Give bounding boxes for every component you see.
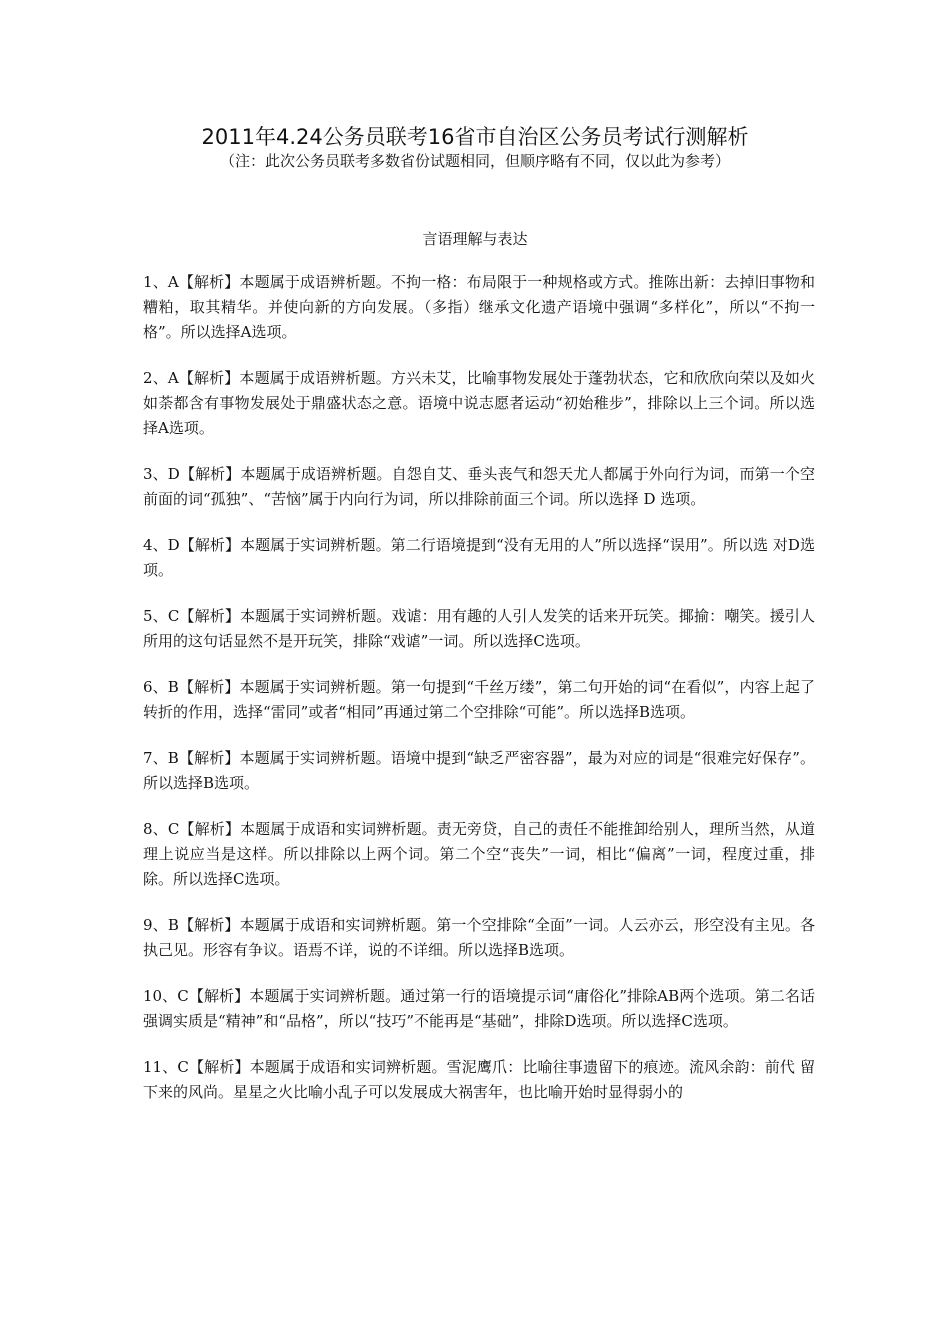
answer-item-4: 4、D【解析】本题属于实词辨析题。第二行语境提到“没有无用的人”所以选择“误用”。所以选 对D选项。 <box>143 536 815 579</box>
answer-item-6: 6、B【解析】本题属于实词辨析题。第一句提到“千丝万缕”，第二句开始的词“在看似”，内容上起了转折的作用，选择“雷同”或者“相同”再通过第二个空排除“可能”。所以选择B选项。 <box>143 678 815 721</box>
document-subtitle: （注：此次公务员联考多数省份试题相同，但顺序略有不同，仅以此为参考） <box>219 152 730 170</box>
section-title: 言语理解与表达 <box>422 230 528 248</box>
answer-item-8: 8、C【解析】本题属于成语和实词辨析题。责无旁贷，自己的责任不能推卸给别人，理所当然，从道理上说应当是这样。所以排除以上两个词。第二个空“丧失”一词，相比“偏离”一词，程度过重，排除。所以选择C选项。 <box>143 820 815 888</box>
answer-item-11: 11、C【解析】本题属于成语和实词辨析题。雪泥鹰爪：比喻往事遗留下的痕迹。流风余韵：前代 留下来的风尚。星星之火比喻小乱子可以发展成大祸害年，也比喻开始时显得弱小的 <box>143 1058 815 1101</box>
answer-item-9: 9、B【解析】本题属于成语和实词辨析题。第一个空排除“全面”一词。人云亦云，形空没有主见。各执己见。形容有争议。语焉不详，说的不详细。所以选择B选项。 <box>143 916 815 959</box>
answer-item-3: 3、D【解析】本题属于成语辨析题。自怨自艾、垂头丧气和怨天尤人都属于外向行为词，而第一个空前面的词“孤独”、“苦恼”属于内向行为词，所以排除前面三个词。所以选择 D 选项。 <box>143 465 815 508</box>
document-title: 2011年4.24公务员联考16省市自治区公务员考试行测解析 <box>201 125 749 149</box>
answer-list <box>143 270 815 1126</box>
answer-item-1: 1、A【解析】本题属于成语辨析题。不拘一格：布局限于一种规格或方式。推陈出新：去掉旧事物和糟粕，取其精华。并使向新的方向发展。（多指）继承文化遗产语境中强调“多样化”，所以“不拘一格”。所以选择A选项。 <box>143 273 815 341</box>
answer-item-2: 2、A【解析】本题属于成语辨析题。方兴未艾，比喻事物发展处于蓬勃状态，它和欣欣向荣以及如火如荼都含有事物发展处于鼎盛状态之意。语境中说志愿者运动“初始稚步”，排除以上三个词。所以选 择A选项。 <box>143 369 815 437</box>
answer-item-5: 5、C【解析】本题属于实词辨析题。戏谑：用有趣的人引人发笑的话来开玩笑。揶揄：嘲笑。援引人所用的这句话显然不是开玩笑，排除“戏谑”一词。所以选择C选项。 <box>143 607 815 650</box>
answer-item-7: 7、B【解析】本题属于实词辨析题。语境中提到“缺乏严密容器”，最为对应的词是“很难完好保存”。所以选择B选项。 <box>143 749 815 792</box>
answer-item-10: 10、C【解析】本题属于实词辨析题。通过第一行的语境提示词“庸俗化”排除AB两个选项。第二名话强调实质是“精神”和“品格”，所以“技巧”不能再是“基础”，排除D选项。所以选择C选项。 <box>143 987 815 1030</box>
